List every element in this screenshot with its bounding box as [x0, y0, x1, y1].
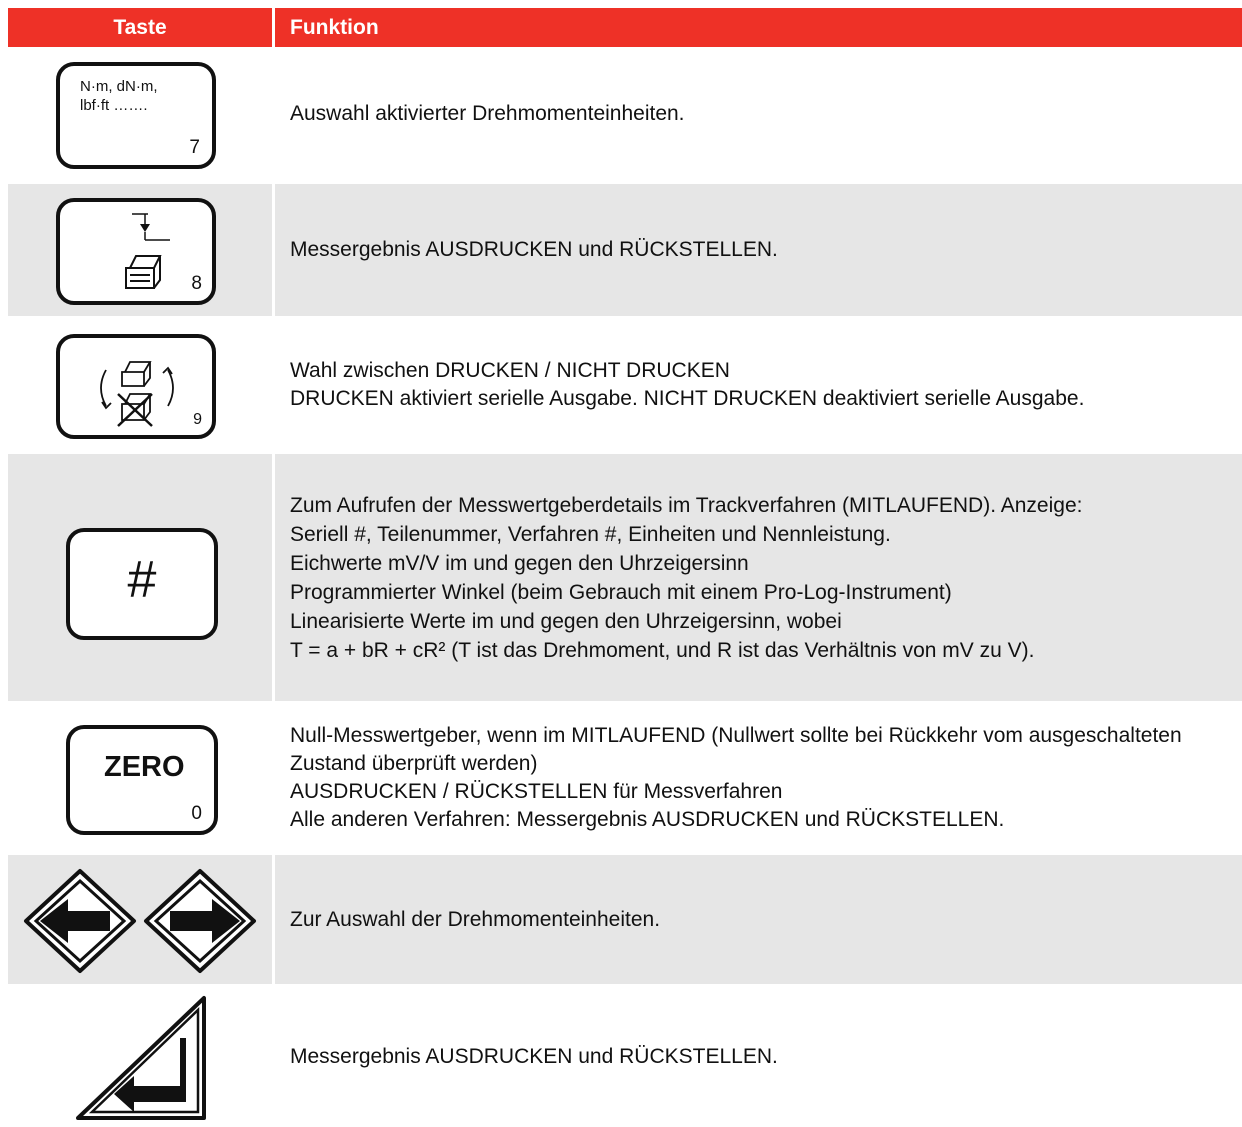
function-text: Messergebnis AUSDRUCKEN und RÜCKSTELLEN.	[290, 1045, 778, 1068]
print-key-8	[56, 198, 216, 305]
zero-key-label: ZERO	[104, 751, 185, 783]
function-cell	[275, 47, 1242, 181]
key-cell	[8, 47, 272, 181]
function-cell	[275, 319, 1242, 451]
function-text: Wahl zwischen DRUCKEN / NICHT DRUCKEN	[290, 359, 730, 382]
key-number: 7	[189, 137, 200, 158]
header-key-column: Taste	[113, 15, 167, 39]
function-text: Zur Auswahl der Drehmomenteinheiten.	[290, 907, 661, 931]
left-right-arrow-keys-icon	[18, 867, 258, 975]
key-function-table	[8, 8, 1242, 1127]
function-cell	[275, 855, 1242, 984]
zero-key	[66, 725, 218, 835]
hash-key-label: #	[127, 551, 157, 609]
print-toggle-icon	[92, 346, 182, 430]
table-row	[8, 184, 1242, 316]
function-cell	[275, 184, 1242, 316]
key-label-line: lbf·ft …….	[80, 97, 148, 114]
function-cell	[275, 704, 1242, 852]
function-text: Alle anderen Verfahren: Messergebnis AUSDRUCKEN und RÜCKSTELLEN.	[290, 808, 1005, 831]
print-toggle-key-9	[56, 334, 216, 439]
key-cell	[8, 987, 272, 1127]
key-cell	[8, 184, 272, 316]
units-key-7	[56, 62, 216, 169]
table-row	[8, 319, 1242, 451]
key-cell	[8, 855, 272, 984]
key-cell	[8, 704, 272, 852]
function-text: T = a + bR + cR² (T ist das Drehmoment, und R ist das Verhältnis von mV zu V).	[290, 638, 1035, 662]
function-text: Seriell #, Teilenummer, Verfahren #, Einheiten und Nennleistung.	[290, 522, 891, 546]
function-text: Auswahl aktivierter Drehmomenteinheiten.	[290, 102, 685, 125]
left-arrow-icon	[26, 871, 134, 971]
right-arrow-icon	[146, 871, 254, 971]
function-text: Programmierter Winkel (beim Gebrauch mit einem Pro-Log-Instrument)	[290, 580, 952, 604]
function-text: Null-Messwertgeber, wenn im MITLAUFEND (Nullwert sollte bei Rückkehr vom ausgeschalteten Zustand überprüft werden)	[290, 724, 1182, 775]
key-number: 0	[191, 803, 202, 824]
print-reset-icon	[110, 210, 190, 290]
table-row	[8, 47, 1242, 181]
table-row	[8, 454, 1242, 701]
table-row	[8, 704, 1242, 852]
key-number: 9	[193, 411, 202, 428]
header-function-column: Funktion	[290, 15, 379, 39]
table-row	[8, 987, 1242, 1127]
key-cell	[8, 454, 272, 701]
function-cell	[275, 987, 1242, 1127]
function-text: Eichwerte mV/V im und gegen den Uhrzeigersinn	[290, 551, 749, 575]
enter-key-icon	[74, 994, 214, 1122]
function-text: Zum Aufrufen der Messwertgeberdetails im Trackverfahren (MITLAUFEND). Anzeige:	[290, 493, 1083, 517]
function-text: Linearisierte Werte im und gegen den Uhrzeigersinn, wobei	[290, 609, 842, 633]
function-cell	[275, 454, 1242, 701]
hash-key	[66, 528, 218, 640]
function-text: AUSDRUCKEN / RÜCKSTELLEN für Messverfahren	[290, 780, 783, 803]
key-number: 8	[191, 273, 202, 294]
key-label-line: N·m, dN·m,	[80, 78, 158, 95]
function-text: Messergebnis AUSDRUCKEN und RÜCKSTELLEN.	[290, 238, 778, 261]
key-cell	[8, 319, 272, 451]
table-header	[8, 8, 1242, 47]
function-text: DRUCKEN aktiviert serielle Ausgabe. NICHT DRUCKEN deaktiviert serielle Ausgabe.	[290, 387, 1085, 410]
table-row	[8, 855, 1242, 984]
